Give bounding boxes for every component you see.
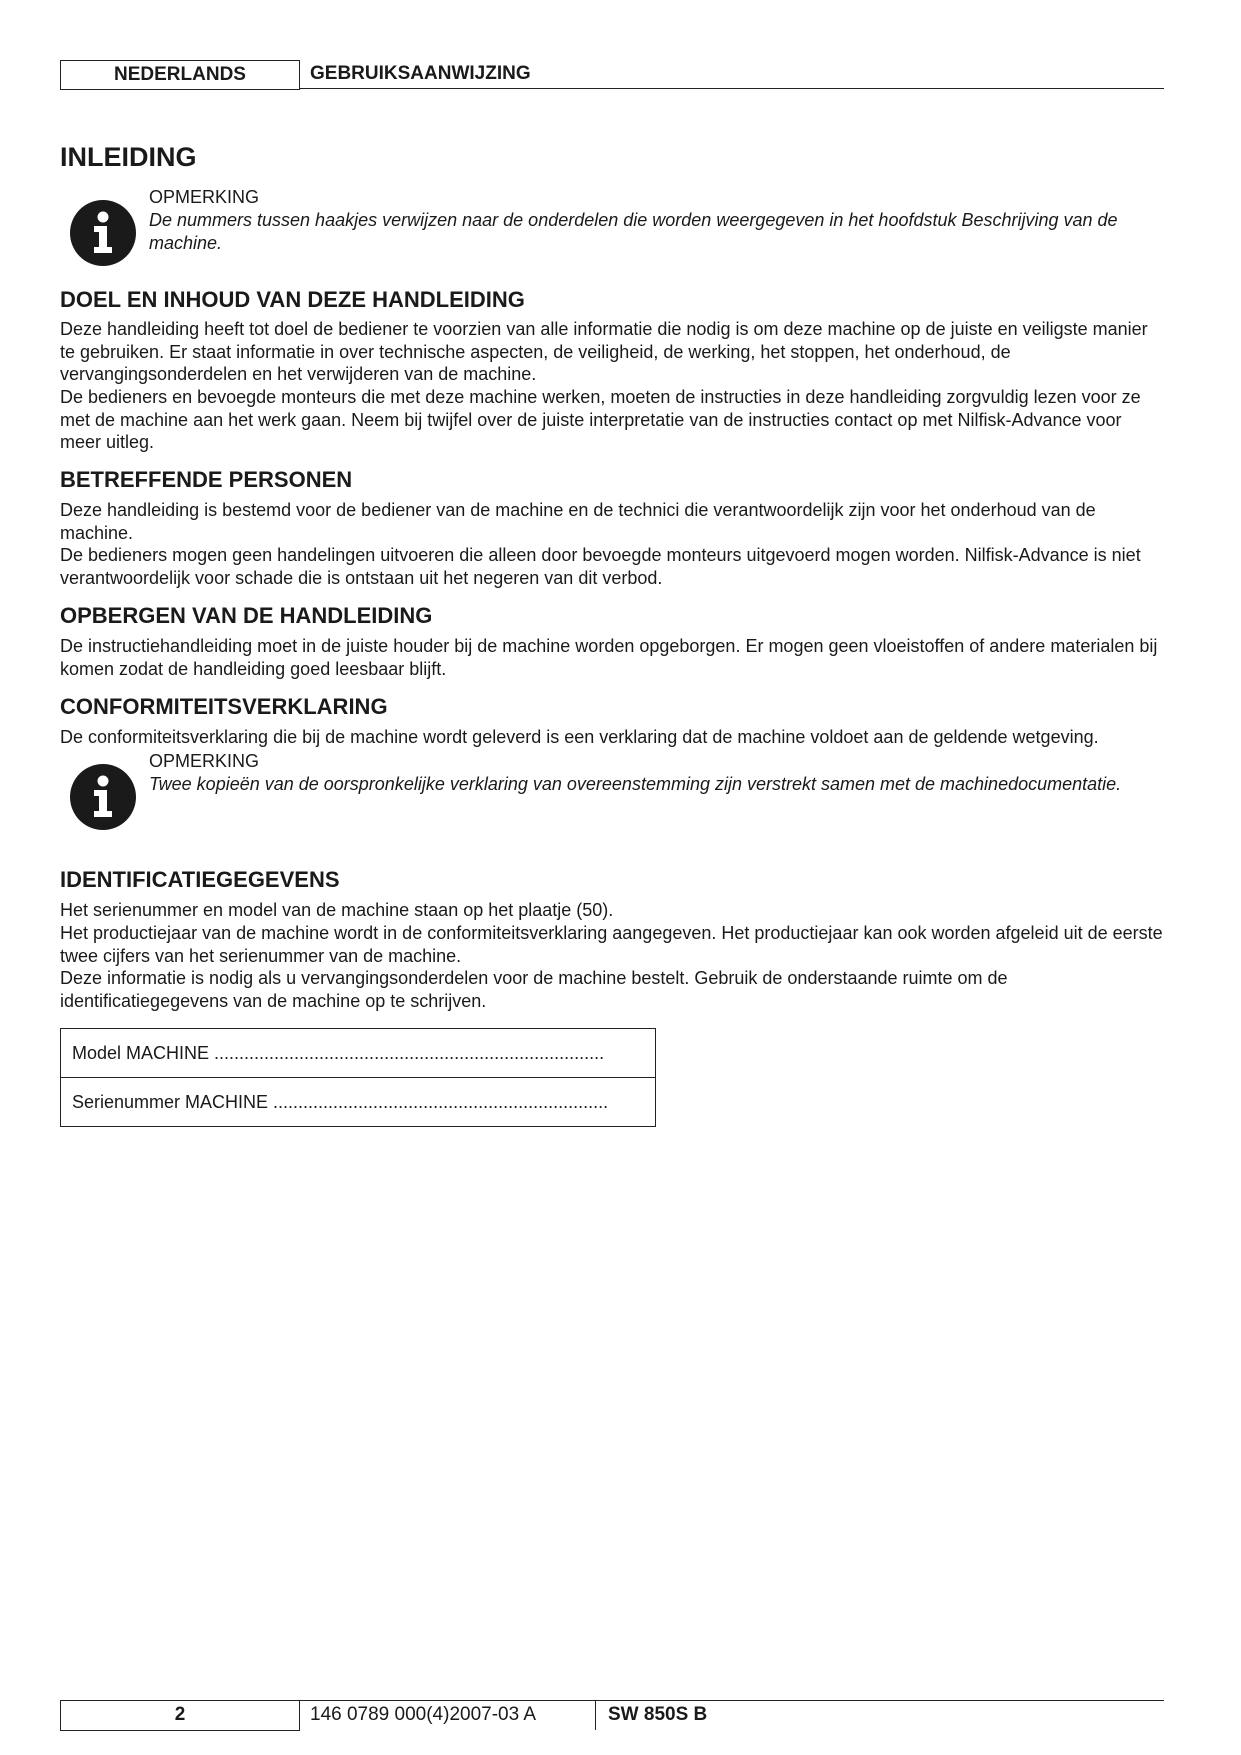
model-field: Model MACHINE .............................................................................. bbox=[61, 1029, 656, 1078]
note-body: De nummers tussen haakjes verwijzen naar de onderdelen die worden weergegeven in het hoofdstuk Beschrijving van de machine. bbox=[149, 210, 1118, 253]
page-header bbox=[60, 60, 1164, 90]
table-row bbox=[61, 1029, 656, 1078]
section-heading-personen: BETREFFENDE PERSONEN bbox=[60, 467, 353, 492]
machine-model: SW 850S B bbox=[608, 1704, 708, 1725]
identification-table bbox=[60, 1028, 656, 1127]
section-paragraph: Het serienummer en model van de machine staan op het plaatje (50). bbox=[60, 900, 614, 920]
footer-divider bbox=[595, 1701, 596, 1730]
table-row bbox=[61, 1078, 656, 1127]
document-type: GEBRUIKSAANWIJZING bbox=[300, 60, 1164, 89]
info-icon bbox=[70, 764, 136, 830]
section-heading-doel: DOEL EN INHOUD VAN DEZE HANDLEIDING bbox=[60, 287, 525, 312]
note-label: OPMERKING bbox=[149, 751, 260, 771]
language-label: NEDERLANDS bbox=[60, 60, 300, 90]
note-text bbox=[149, 186, 1149, 255]
note-label: OPMERKING bbox=[149, 187, 260, 207]
page-number: 2 bbox=[60, 1701, 300, 1731]
info-icon bbox=[70, 200, 136, 266]
section-paragraph: Deze handleiding is bestemd voor de bediener van de machine en de technici die verantwoordelijk zijn voor het onderhoud van de machine. bbox=[60, 500, 1096, 543]
document-number: 146 0789 000(4)2007-03 A bbox=[310, 1704, 537, 1725]
note-box bbox=[70, 750, 1150, 840]
section-paragraph: De instructiehandleiding moet in de juiste houder bij de machine worden opgeborgen. Er mogen geen vloeistoffen of andere materialen bij komen zodat de handleiding goed leesbaar blijft. bbox=[60, 636, 1158, 679]
section-paragraph: De bedieners mogen geen handelingen uitvoeren die alleen door bevoegde monteurs uitgevoerd mogen worden. Nilfisk-Advance is niet verantwoordelijk voor schade die is ontstaan uit het negeren van dit verbod. bbox=[60, 545, 1141, 588]
section-heading-conformiteit: CONFORMITEITSVERKLARING bbox=[60, 694, 388, 719]
page-footer bbox=[60, 1700, 1164, 1731]
section-heading-ident: IDENTIFICATIEGEGEVENS bbox=[60, 867, 340, 892]
note-body: Twee kopieën van de oorspronkelijke verklaring van overeenstemming zijn verstrekt samen met de machinedocumentatie. bbox=[149, 774, 1122, 794]
serial-number-field: Serienummer MACHINE ................................................................... bbox=[61, 1078, 656, 1127]
section-paragraph: Deze handleiding heeft tot doel de bediener te voorzien van alle informatie die nodig is om deze machine op de juiste en veiligste manier te gebruiken. Er staat informatie in over technische aspecten, de veiligheid, de werking, het stoppen, het onderhoud, de vervangingsonderdelen en het verwijderen van de machine. bbox=[60, 319, 1148, 385]
section-paragraph: De bedieners en bevoegde monteurs die met deze machine werken, moeten de instructies in deze handleiding zorgvuldig lezen voor ze met de machine aan het werk gaan. Neem bij twijfel over de juiste interpretatie van de instructies contact op met Nilfisk-Advance voor meer uitleg. bbox=[60, 387, 1141, 453]
section-heading-opbergen: OPBERGEN VAN DE HANDLEIDING bbox=[60, 603, 433, 628]
note-box bbox=[70, 186, 1150, 276]
section-paragraph: De conformiteitsverklaring die bij de machine wordt geleverd is een verklaring dat de machine voldoet aan de geldende wetgeving. bbox=[60, 727, 1099, 747]
note-text bbox=[149, 750, 1149, 796]
section-paragraph: Het productiejaar van de machine wordt in de conformiteitsverklaring aangegeven. Het productiejaar kan ook worden afgeleid uit de eerste twee cijfers van het serienummer van de machine. bbox=[60, 923, 1163, 966]
section-paragraph: Deze informatie is nodig als u vervangingsonderdelen voor de machine bestelt. Gebruik de onderstaande ruimte om de identificatiegegevens van de machine op te schrijven. bbox=[60, 968, 1008, 1011]
page-title: INLEIDING bbox=[60, 142, 197, 172]
